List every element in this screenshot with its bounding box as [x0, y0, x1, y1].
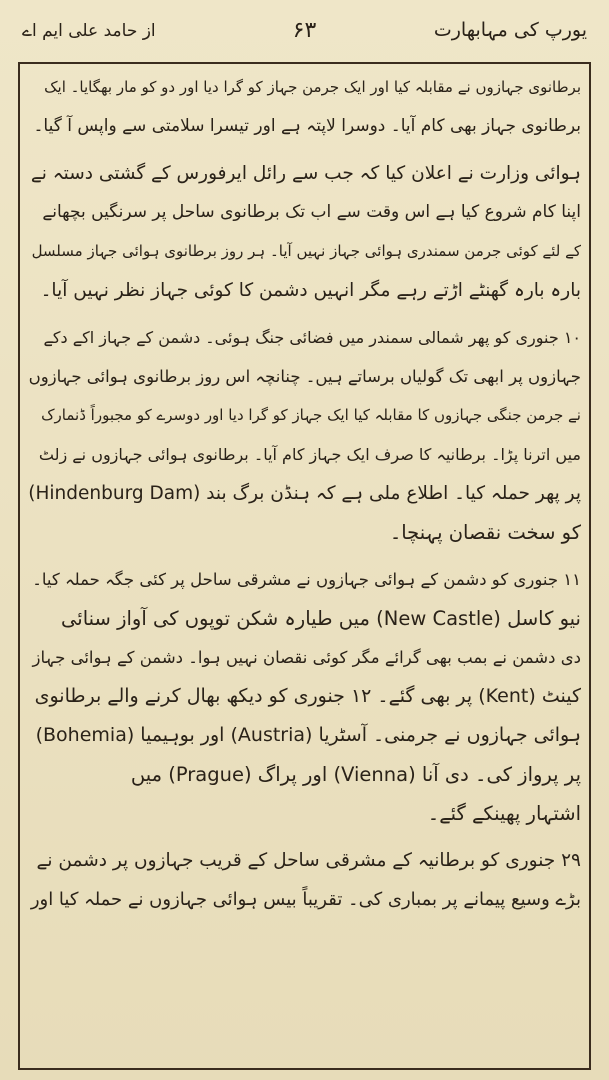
text-line: برطانوی جہاز بھی کام آیا۔ دوسرا لاپتہ ہے اور تیسرا سلامتی سے واپس آ گیا۔ [33, 116, 581, 136]
text-line: ۲۹ جنوری کو برطانیہ کے مشرقی ساحل کے قریب جہازوں پر دشمن نے [36, 850, 581, 871]
page-number: ۶۳ [292, 17, 317, 43]
text-line: جہازوں پر ابھی تک گولیاں برساتے ہیں۔ چنانچہ اس روز برطانوی ہوائی جہازوں [28, 367, 581, 386]
book-title-running-head: یورپ کی مہابھارت [433, 19, 587, 41]
text-line: اپنا کام شروع کیا ہے اس وقت سے اب تک برطانوی ساحل پر سرنگیں بچھانے [42, 202, 581, 222]
author-running-head: از حامد علی ایم اے [22, 20, 156, 41]
text-line: نے جرمن جنگی جہازوں کا مقابلہ کیا ایک جہاز کو گرا دیا اور دوسرے کو مجبوراً ڈنمارک [41, 406, 581, 424]
text-line: ہوائی جہازوں نے جرمنی۔ آسٹریا (Austria) اور بوہیمیا (Bohemia) [35, 724, 581, 746]
text-line: کینٹ (Kent) پر بھی گئے۔ ۱۲ جنوری کو دیکھ بھال کرنے والے برطانوی [34, 685, 581, 707]
text-line: برطانوی جہازوں نے مقابلہ کیا اور ایک جرمن جہاز کو گرا دیا اور دو کو مار بھگایا۔ ایک [44, 78, 581, 96]
text-line: پر پھر حملہ کیا۔ اطلاع ملی ہے کہ ہنڈن برگ بند (Hindenburg Dam) [28, 483, 581, 504]
text-line: بڑے وسیع پیمانے پر بمباری کی۔ تقریباً بیس ہوائی جہازوں نے حملہ کیا اور [30, 889, 581, 910]
text-line: بارہ بارہ گھنٹے اڑتے رہے مگر انہیں دشمن کا کوئی جہاز نظر نہیں آیا۔ [40, 280, 581, 301]
text-line: ۱۱ جنوری کو دشمن کے ہوائی جہازوں نے مشرقی ساحل پر کئی جگہ حملہ کیا۔ [32, 570, 581, 589]
paragraph [28, 154, 581, 310]
page-header [22, 8, 587, 52]
paragraph [28, 841, 581, 919]
text-line: میں اترنا پڑا۔ برطانیہ کا صرف ایک جہاز کام آیا۔ برطانوی ہوائی جہازوں نے زلٹ [38, 445, 581, 464]
text-line: ۱۰ جنوری کو پھر شمالی سمندر میں فضائی جنگ ہوئی۔ دشمن کے جہاز اکے دکے [43, 328, 581, 347]
paragraph [28, 68, 581, 146]
text-line: کے لئے کوئی جرمن سمندری ہوائی جہاز نہیں آیا۔ ہر روز برطانوی ہوائی جہاز مسلسل [31, 242, 581, 260]
text-line: ہوائی وزارت نے اعلان کیا کہ جب سے رائل ایرفورس کے گشتی دستہ نے [30, 163, 581, 184]
paragraph [28, 560, 581, 833]
text-line: پر پرواز کی۔ دی آنا (Vienna) اور پراگ (Prague) میں [130, 763, 581, 786]
page-body [28, 68, 581, 1064]
text-line: کو سخت نقصان پہنچا۔ [389, 521, 581, 544]
text-line: نیو کاسل (New Castle) میں طیارہ شکن توپوں کی آواز سنائی [61, 607, 581, 630]
text-line: اشتہار پھینکے گئے۔ [427, 802, 581, 825]
paragraph [28, 318, 581, 552]
text-line: دی دشمن نے بمب بھی گرائے مگر کوئی نقصان نہیں ہوا۔ دشمن کے ہوائی جہاز [32, 648, 581, 667]
